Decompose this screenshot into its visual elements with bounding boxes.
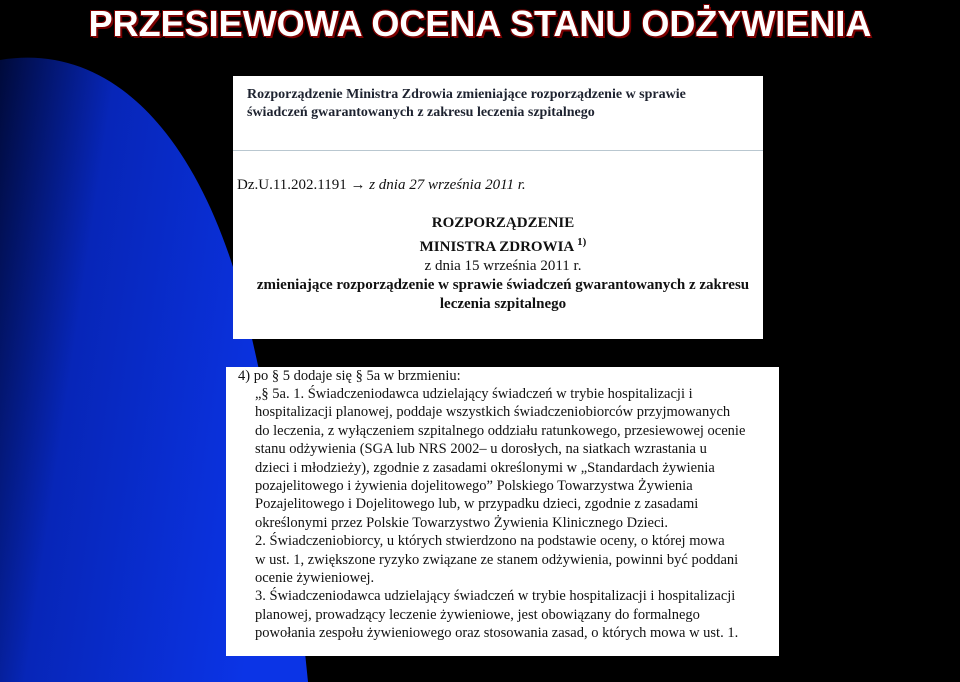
divider [233,150,763,151]
subject-line-2: leczenia szpitalnego [439,296,567,312]
journal-code: Dz.U.11.202.1191 → [237,177,366,193]
text-line: planowej, prowadzący leczenie żywieniowe, jest obowiązany do formalnego [255,606,700,623]
text-line: pozajelitowego i żywienia dojelitowego” Polskiego Towarzystwa Żywienia [255,477,693,494]
text-line: 3. Świadczeniodawca udzielający świadczeń w trybie hospitalizacji i hospitalizacji [255,588,736,605]
ministry-heading [243,233,763,257]
caption-line-1: Rozporządzenie Ministra Zdrowia zmieniające rozporządzenie w sprawie [247,87,686,102]
subject-line-1: zmieniające rozporządzenie w sprawie świadczeń gwarantowanych z zakresu [256,277,750,293]
regulation-text-excerpt [226,367,779,656]
amendment-lead: 4) po § 5 dodaje się § 5a w brzmieniu: [238,368,461,384]
footnote-marker: 1) [577,236,587,248]
text-line: ocenie żywieniowej. [255,569,375,586]
regulation-header-excerpt [233,76,763,339]
text-line: „§ 5a. 1. Świadczeniodawca udzielający świadczeń w trybie hospitalizacji i [255,386,693,402]
text-line: określonymi przez Polskie Towarzystwo Żywienia Klinicznego Dzieci. [255,514,669,531]
journal-reference [237,176,526,194]
text-line: dzieci i młodzieży), zgodnie z zasadami określonymi w „Standardach żywienia [255,459,715,476]
amendment-body [255,385,775,642]
text-line: w ust. 1, zwiększone ryzyko związane ze stanem odżywienia, powinni być poddani [255,551,739,568]
text-line: hospitalizacji planowej, poddaje wszystkich świadczeniobiorców przyjmowanych [255,404,731,421]
caption-line-2: świadczeń gwarantowanych z zakresu leczenia szpitalnego [247,105,595,120]
regulation-date: z dnia 15 września 2011 r. [424,258,582,274]
regulation-heading: ROZPORZĄDZENIE [431,215,575,231]
journal-date: z dnia 27 września 2011 r. [369,177,526,193]
slide-title: PRZESIEWOWA OCENA STANU ODŻYWIENIA [88,3,872,44]
text-line: 2. Świadczeniobiorcy, u których stwierdzono na podstawie oceny, o której mowa [255,533,725,550]
regulation-caption [247,86,747,122]
text-line: stanu odżywienia (SGA lub NRS 2002– u dorosłych, na siatkach wzrastania u [255,441,707,458]
text-line: Pozajelitowego i Dojelitowego lub, w przypadku dzieci, zgodnie z zasadami [255,496,699,513]
regulation-title-block [243,214,763,314]
text-line: do leczenia, z wyłączeniem szpitalnego oddziału ratunkowego, przesiewowej ocenie [255,422,746,439]
text-line: powołania zespołu żywieniowego oraz stosowania zasad, o których mowa w ust. 1. [255,625,739,642]
ministry-name: MINISTRA ZDROWIA [419,239,574,255]
